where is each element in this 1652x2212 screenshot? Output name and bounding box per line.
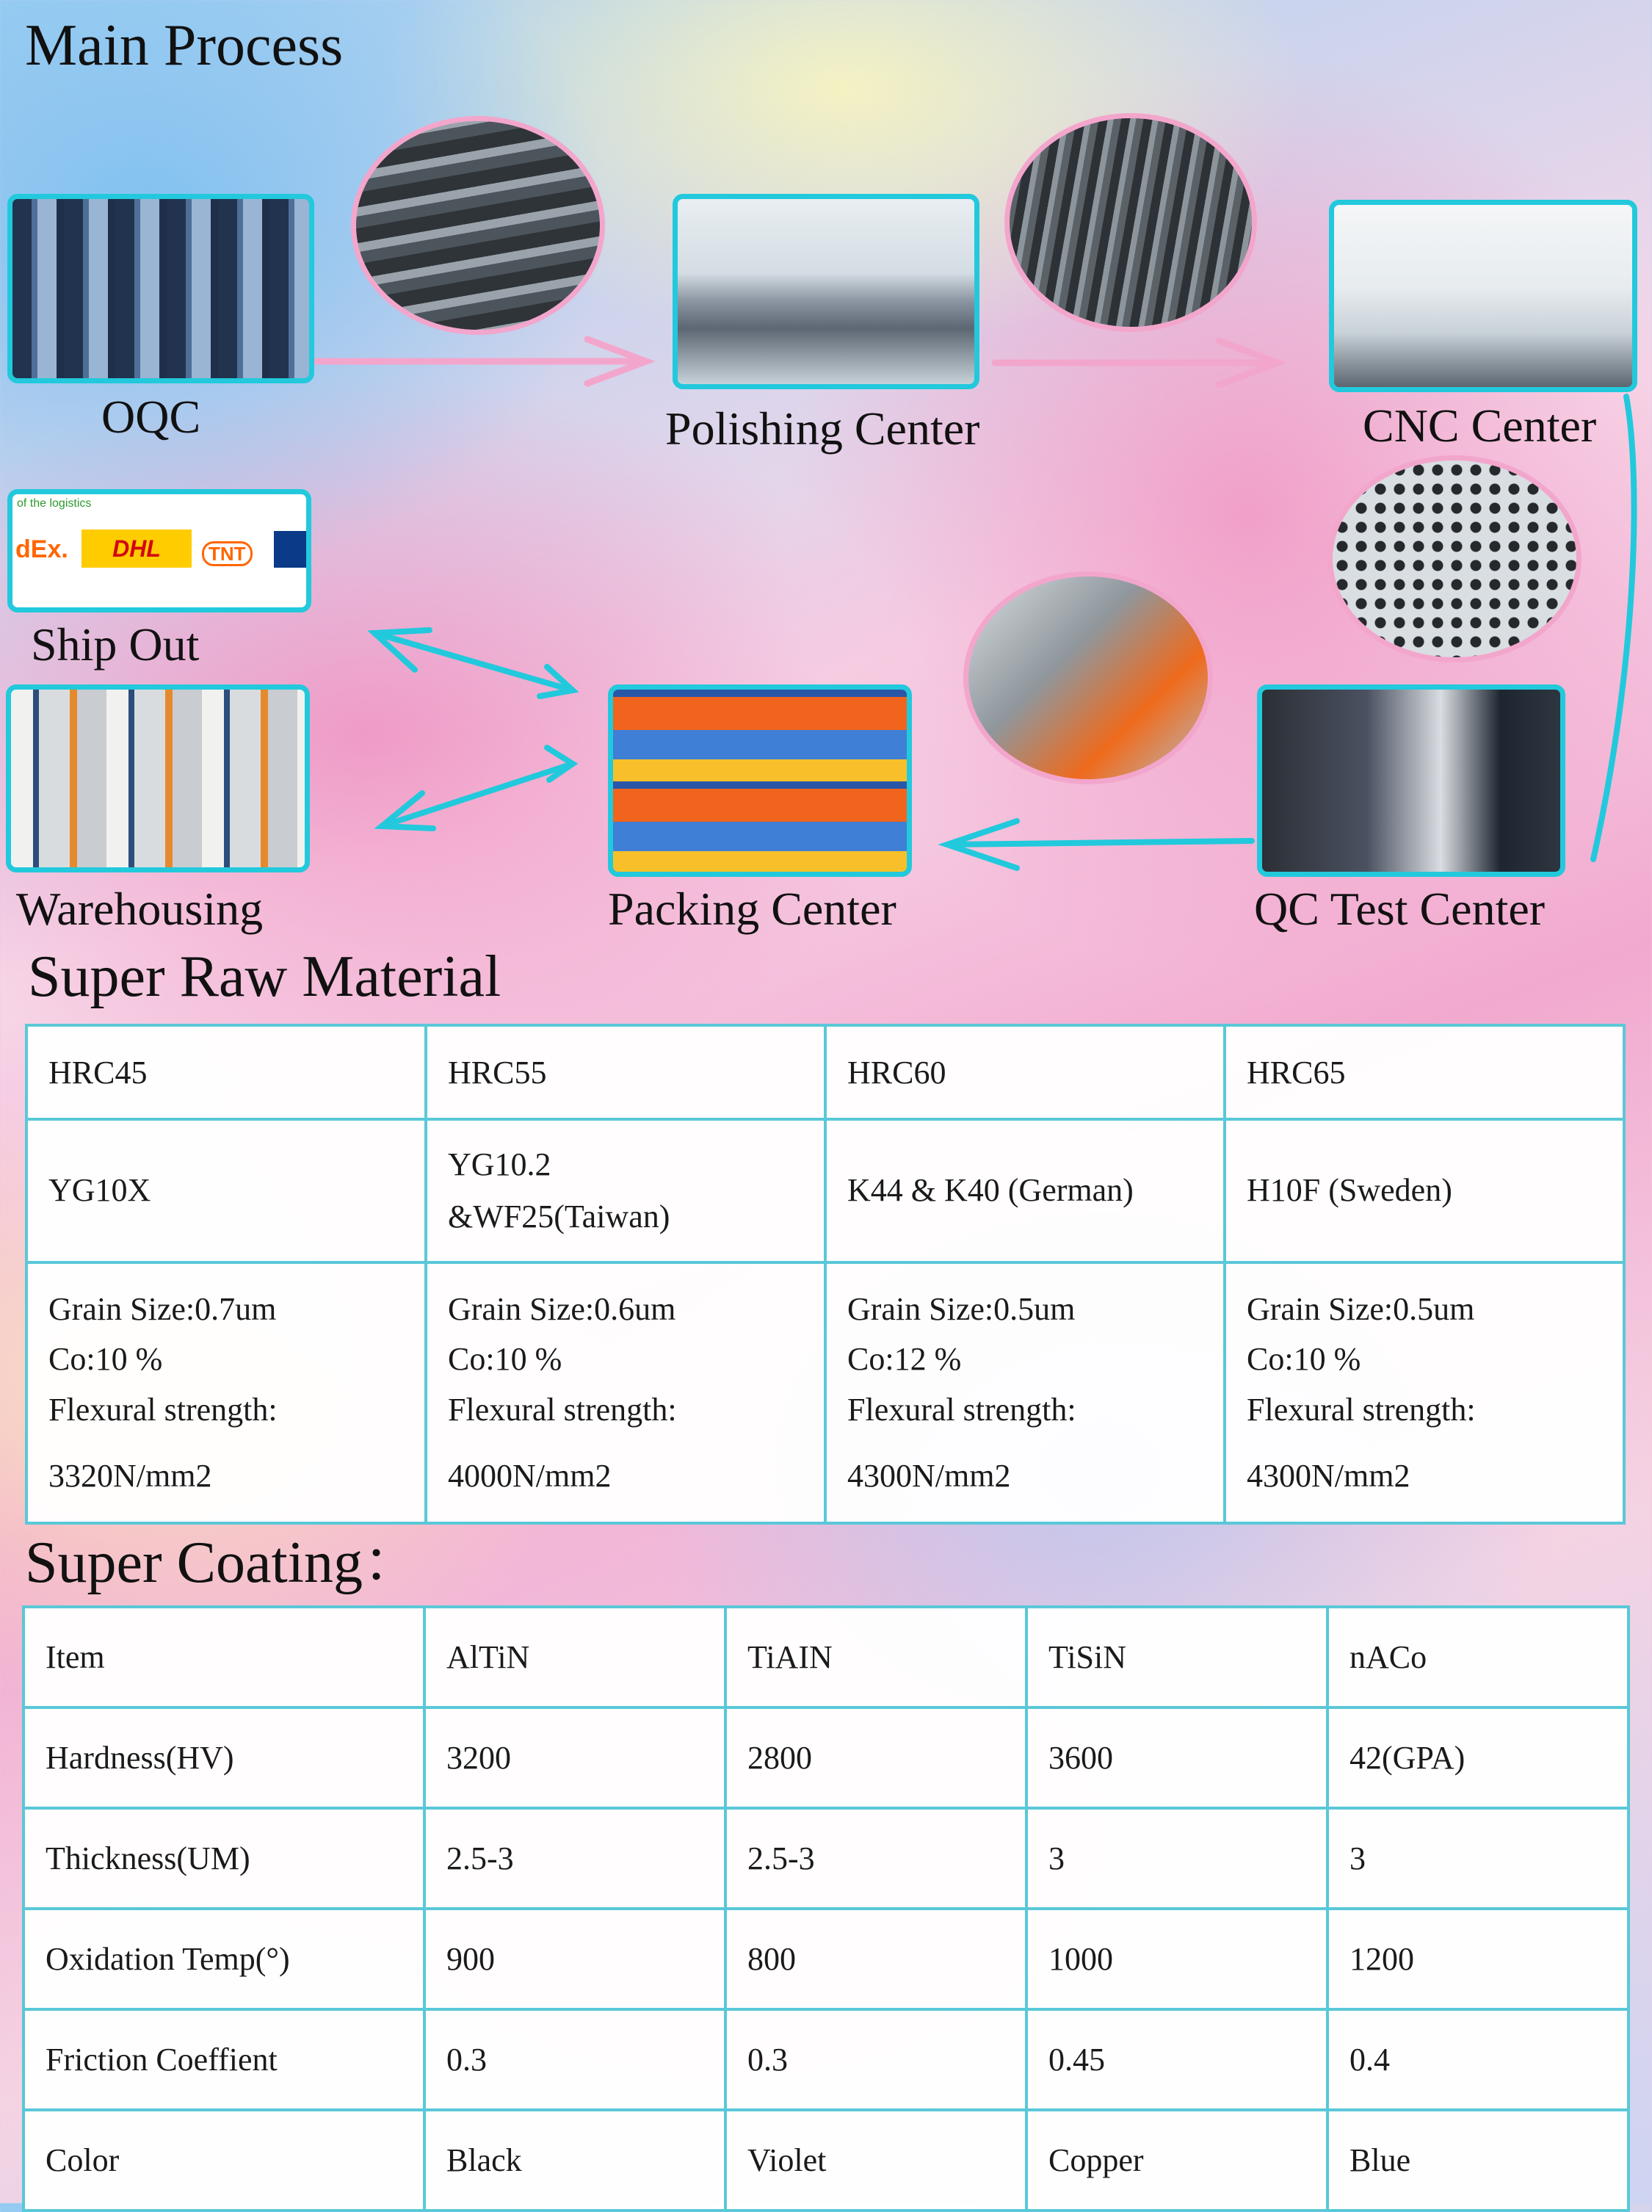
arrow-packing-to-warehouse	[382, 764, 573, 826]
grain-size: Grain Size:0.6um	[448, 1291, 676, 1328]
grain-size: Grain Size:0.5um	[847, 1291, 1076, 1328]
material-name: K44 & K40 (German)	[847, 1172, 1134, 1209]
grade-row	[26, 1025, 1624, 1119]
coating-cell: 42(GPA)	[1327, 1707, 1629, 1808]
material-name: YG10.2	[448, 1146, 551, 1183]
grade-cell: HRC45	[26, 1025, 426, 1119]
grade-cell: HRC60	[825, 1025, 1225, 1119]
coating-cell: Item	[23, 1607, 424, 1707]
flexural-value: 3320N/mm2	[48, 1457, 212, 1494]
qc-test-center-photo	[1257, 684, 1565, 877]
coating-table	[22, 1605, 1630, 2212]
material-row	[26, 1119, 1624, 1262]
ground-blanks-photo	[1004, 113, 1257, 332]
coating-cell: Friction Coeffient	[23, 2009, 424, 2110]
ups-logo	[274, 531, 311, 568]
polishing-center-label: Polishing Center	[665, 402, 980, 455]
packing-center-label: Packing Center	[608, 883, 896, 935]
coating-cell: 2.5-3	[424, 1808, 725, 1909]
oqc-label: OQC	[101, 391, 201, 443]
coating-cell: Oxidation Temp(°)	[23, 1909, 424, 2009]
coating-cell: TiSiN	[1026, 1607, 1327, 1707]
ship-out-label: Ship Out	[31, 618, 200, 671]
coating-header-row	[23, 1607, 1629, 1707]
logistics-caption: of the logistics	[17, 497, 92, 510]
endmill-closeup-photo	[963, 571, 1213, 784]
coating-cell: 1000	[1026, 1909, 1327, 2009]
coating-cell: 2.5-3	[725, 1808, 1026, 1909]
arrow-qc-to-packing	[947, 841, 1252, 845]
coating-cell: Thickness(UM)	[23, 1808, 424, 1909]
coating-cell: Blue	[1327, 2110, 1629, 2211]
warehousing-photo	[6, 684, 310, 872]
flexural-label: Flexural strength:	[448, 1391, 677, 1428]
grade-cell: HRC55	[426, 1025, 825, 1119]
flexural-label: Flexural strength:	[1247, 1391, 1476, 1428]
coating-row	[23, 1909, 1629, 2009]
fedex-logo-a: d	[15, 535, 31, 563]
ship-out-logistics-photo	[7, 489, 311, 612]
material-name: YG10X	[48, 1172, 151, 1209]
flexural-label: Flexural strength:	[48, 1391, 278, 1428]
material-origin: &WF25(Taiwan)	[448, 1198, 670, 1235]
coating-cell: 900	[424, 1909, 725, 2009]
coating-cell: Color	[23, 2110, 424, 2211]
arrow-cnc-to-qc	[1593, 397, 1634, 859]
spec-cell	[426, 1262, 825, 1523]
flexural-value: 4300N/mm2	[847, 1457, 1011, 1494]
coating-cell: AlTiN	[424, 1607, 725, 1707]
oqc-photo	[7, 194, 314, 383]
material-name: H10F (Sweden)	[1247, 1172, 1452, 1209]
coating-row	[23, 2009, 1629, 2110]
flexural-value: 4300N/mm2	[1247, 1457, 1410, 1494]
raw-material-title: Super Raw Material	[28, 944, 501, 1009]
material-cell	[26, 1119, 426, 1262]
spec-cell	[825, 1262, 1225, 1523]
packing-center-photo	[608, 684, 912, 877]
cobalt-content: Co:12 %	[847, 1341, 962, 1378]
coating-cell: 3	[1026, 1808, 1327, 1909]
grain-size: Grain Size:0.5um	[1247, 1291, 1475, 1328]
warehousing-label: Warehousing	[16, 883, 264, 935]
grade-cell: HRC65	[1225, 1025, 1624, 1119]
flexural-label: Flexural strength:	[847, 1391, 1076, 1428]
dhl-logo: DHL	[81, 529, 192, 568]
coating-cell: 0.45	[1026, 2009, 1327, 2110]
fedex-logo	[15, 535, 68, 564]
flexural-value: 4000N/mm2	[448, 1457, 612, 1494]
coating-cell: TiAIN	[725, 1607, 1026, 1707]
spec-row	[26, 1262, 1624, 1523]
coating-cell: 800	[725, 1909, 1026, 2009]
tnt-logo: TNT	[202, 541, 253, 566]
coating-row	[23, 1808, 1629, 1909]
fedex-logo-b: Ex.	[30, 535, 68, 563]
material-cell	[426, 1119, 825, 1262]
spec-cell	[1225, 1262, 1624, 1523]
coating-cell: Violet	[725, 2110, 1026, 2211]
material-cell	[825, 1119, 1225, 1262]
coating-cell: 3	[1327, 1808, 1629, 1909]
cobalt-content: Co:10 %	[48, 1341, 163, 1378]
material-cell	[1225, 1119, 1624, 1262]
coating-cell: 3200	[424, 1707, 725, 1808]
cnc-center-photo	[1329, 200, 1637, 392]
polishing-center-photo	[673, 194, 979, 389]
cobalt-content: Co:10 %	[448, 1341, 562, 1378]
carbide-rods-photo	[351, 116, 605, 335]
qc-test-center-label: QC Test Center	[1254, 883, 1546, 935]
coating-cell: Hardness(HV)	[23, 1707, 424, 1808]
coating-cell: nACo	[1327, 1607, 1629, 1707]
coating-cell: Copper	[1026, 2110, 1327, 2211]
coating-cell: 3600	[1026, 1707, 1327, 1808]
coating-cell: 1200	[1327, 1909, 1629, 2009]
main-process-title: Main Process	[25, 13, 344, 78]
raw-material-table	[25, 1024, 1626, 1525]
coating-cell: 0.3	[424, 2009, 725, 2110]
coating-cell: 2800	[725, 1707, 1026, 1808]
coating-row	[23, 2110, 1629, 2211]
coating-cell: 0.3	[725, 2009, 1026, 2110]
coating-row	[23, 1707, 1629, 1808]
endmill-tray-photo	[1327, 455, 1582, 662]
spec-cell	[26, 1262, 426, 1523]
grain-size: Grain Size:0.7um	[48, 1291, 277, 1328]
coating-cell: Black	[424, 2110, 725, 2211]
coating-title: Super Coating：	[25, 1530, 421, 1595]
cnc-center-label: CNC Center	[1363, 400, 1597, 452]
cobalt-content: Co:10 %	[1247, 1341, 1361, 1378]
coating-cell: 0.4	[1327, 2009, 1629, 2110]
